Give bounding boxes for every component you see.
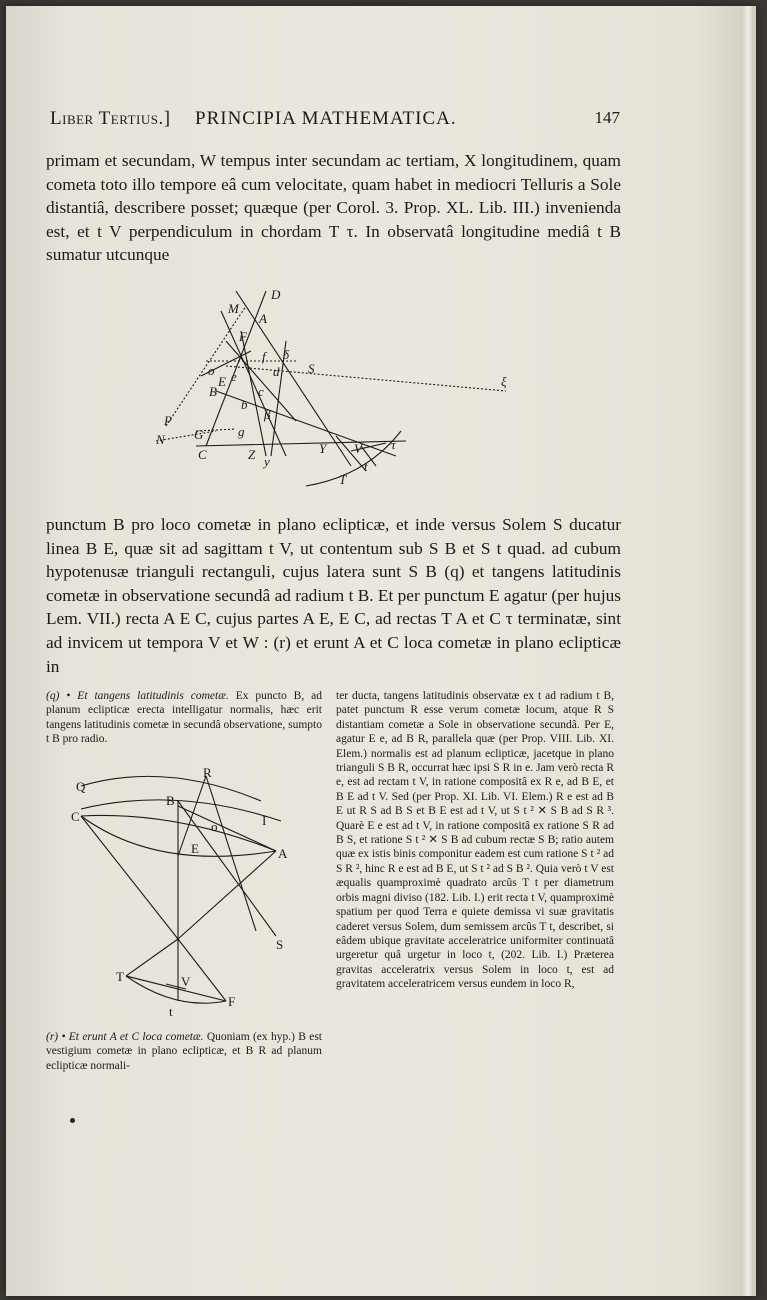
footnote-r xyxy=(46,1030,322,1073)
figure-label: I xyxy=(262,813,267,828)
figure-label: τ xyxy=(391,437,396,452)
figure-label: C xyxy=(198,447,207,462)
figure-label: T xyxy=(339,472,347,487)
figure-label: δ xyxy=(283,347,290,362)
page-edge xyxy=(742,6,754,1296)
page-number: 147 xyxy=(594,108,620,127)
figure-label: M xyxy=(228,301,239,316)
footnote-text: ter ducta, tangens latitudinis observatæ ex t ad radium t B, patet punctum R esse verum cometæ locum, atque R S distantiam cometæ a Sole in observatione secundâ. Per E, agatur E e, ad B R, parallela quæ (per Prop. VIII. Lib. XI. Elem.) normalis est ad planum eclipticæ, jacetque in plano trianguli S B R, occurrat hæc ipsi S R in e. Jam verò recta R e, est ad rectam t V, in ratione compositâ ex R e, ad B E, et B E ad t V. Sed (per Prop. XI. Lib. VI. Elem.) R e est ad B E ut R S ad B S et B E est ad t V, ut S t ² ✕ S B ad S R ³. Quarè E e est ad t V, in ratione compositâ ex ratione S R ad B S, et ratione S t ² ✕ S B ad cubum rectæ S B; ratio autem quæ ex istis binis componitur eadem est cum ratione S t ² ad S R ², hinc R e est ad B E, ut S t ² ad S B ². Quia verò t V est æqualis quamproximè quadrato arcûs T t per diametrum orbis magni diviso (182. Lib. I.) erit recta t V, quamproximè spatium per quod Terra e quiete demissa vi suæ gravitatis caderet versus Solem, dum semissem arcûs T t, describet, si eâdem ubique gravitate acceleratrice uniformiter continuatâ urgeretur quâ urgetur in loco t, (202. Lib. I.) Præterea gravitas acceleratrix versus Solem in loco t, est ad gravitatem acceleratricem versus eundem in loco R, xyxy=(336,690,614,991)
footnote-continuation xyxy=(336,689,614,992)
paragraph: punctum B pro loco cometæ in plano eclipticæ, et inde versus Solem S ducatur linea B E, quæ sit ad sagittam t V, ut contentum sub S B et S t quad. ad cubum hypotenusæ trianguli rectanguli, cujus latera sunt S B (q) et tangens latitudinis cometæ in observatione secundâ ad radium t B. Et per punctum E agatur (per hujus Lem. VII.) recta A E C, cujus partes A E, E C, ad rectas T A et C τ terminatæ, sint ad invicem ut tempora V et W : (r) et erunt A et C loca cometæ in plano eclipticæ in xyxy=(46,515,621,676)
running-header xyxy=(50,108,620,134)
footnote-q xyxy=(46,689,322,747)
figure-label: S xyxy=(276,937,284,952)
figure-label: G xyxy=(194,427,204,442)
book-page xyxy=(6,6,756,1296)
figure-label: C xyxy=(71,809,80,824)
ink-mark xyxy=(70,1118,75,1123)
figure-label: f xyxy=(262,349,266,364)
figure-label: β xyxy=(264,407,271,422)
figure-label: D xyxy=(271,287,281,302)
figure-label: A xyxy=(259,311,267,326)
figure-label: R xyxy=(203,765,212,780)
figure-label: e xyxy=(231,369,237,384)
figure-label: F xyxy=(228,994,236,1009)
figure-label: N xyxy=(156,432,165,447)
figure-label: E xyxy=(218,374,226,389)
figure-label: t xyxy=(364,459,368,474)
figure-label: S xyxy=(308,361,315,376)
figure-label: g xyxy=(238,424,245,439)
figure-label: B xyxy=(209,384,217,399)
figure-label: t xyxy=(169,1004,173,1019)
paragraph: primam et secundam, W tempus inter secundam ac tertiam, X longitudinem, quam cometa toto illo tempore eâ cum velocitate, quam habet in mediocri Telluris a Sole distantiâ, describere posset; quæque (per Corol. 3. Prop. XL. Lib. III.) invenienda est, et t V perpendiculum in chordam T τ. In observatâ longitudine mediâ t B sumatur utcunque xyxy=(46,151,621,265)
figure-label: V xyxy=(354,441,362,456)
body-text-top xyxy=(46,149,621,267)
figure-label: o xyxy=(211,819,218,834)
figure-label: P xyxy=(164,413,172,428)
figure-label: ξ xyxy=(501,374,507,389)
book-title: PRINCIPIA MATHEMATICA. xyxy=(195,108,457,129)
figure-label: Q xyxy=(76,779,86,794)
footnote-lead: (q) • Et tangens latitudinis cometæ. xyxy=(46,690,229,702)
figure-label: T xyxy=(116,969,124,984)
footnote-text: Quoniam (ex hyp.) B est vestigium cometæ in plano eclipticæ, et B R ad planum eclipticæ normali- xyxy=(46,1031,322,1072)
book-section-label: LIBER TERTIUS.] xyxy=(50,108,171,129)
figure-label: Z xyxy=(248,447,256,462)
footnote-diagram xyxy=(66,761,316,1021)
figure-label: E xyxy=(191,841,199,856)
footnote-lead: (r) • Et erunt A et C loca cometæ. xyxy=(46,1031,204,1043)
figure-label: b xyxy=(241,397,248,412)
comet-orbit-diagram xyxy=(136,281,536,491)
figure-label: y xyxy=(264,454,270,469)
figure-label: Y xyxy=(319,441,327,456)
figure-label: V xyxy=(181,974,191,989)
body-text-bottom xyxy=(46,513,621,678)
figure-label: o xyxy=(208,363,215,378)
figure-label: d xyxy=(273,364,280,379)
figure-label: F xyxy=(239,329,247,344)
footnote-text: Ex puncto B, ad planum eclipticæ erecta intelligatur normalis, hæc erit tangens latitudinis cometæ in secundâ observatione, sumpto t B pro radio. xyxy=(46,690,322,746)
figure-label: A xyxy=(278,846,288,861)
figure-label: c xyxy=(258,384,264,399)
figure-label: B xyxy=(166,793,175,808)
